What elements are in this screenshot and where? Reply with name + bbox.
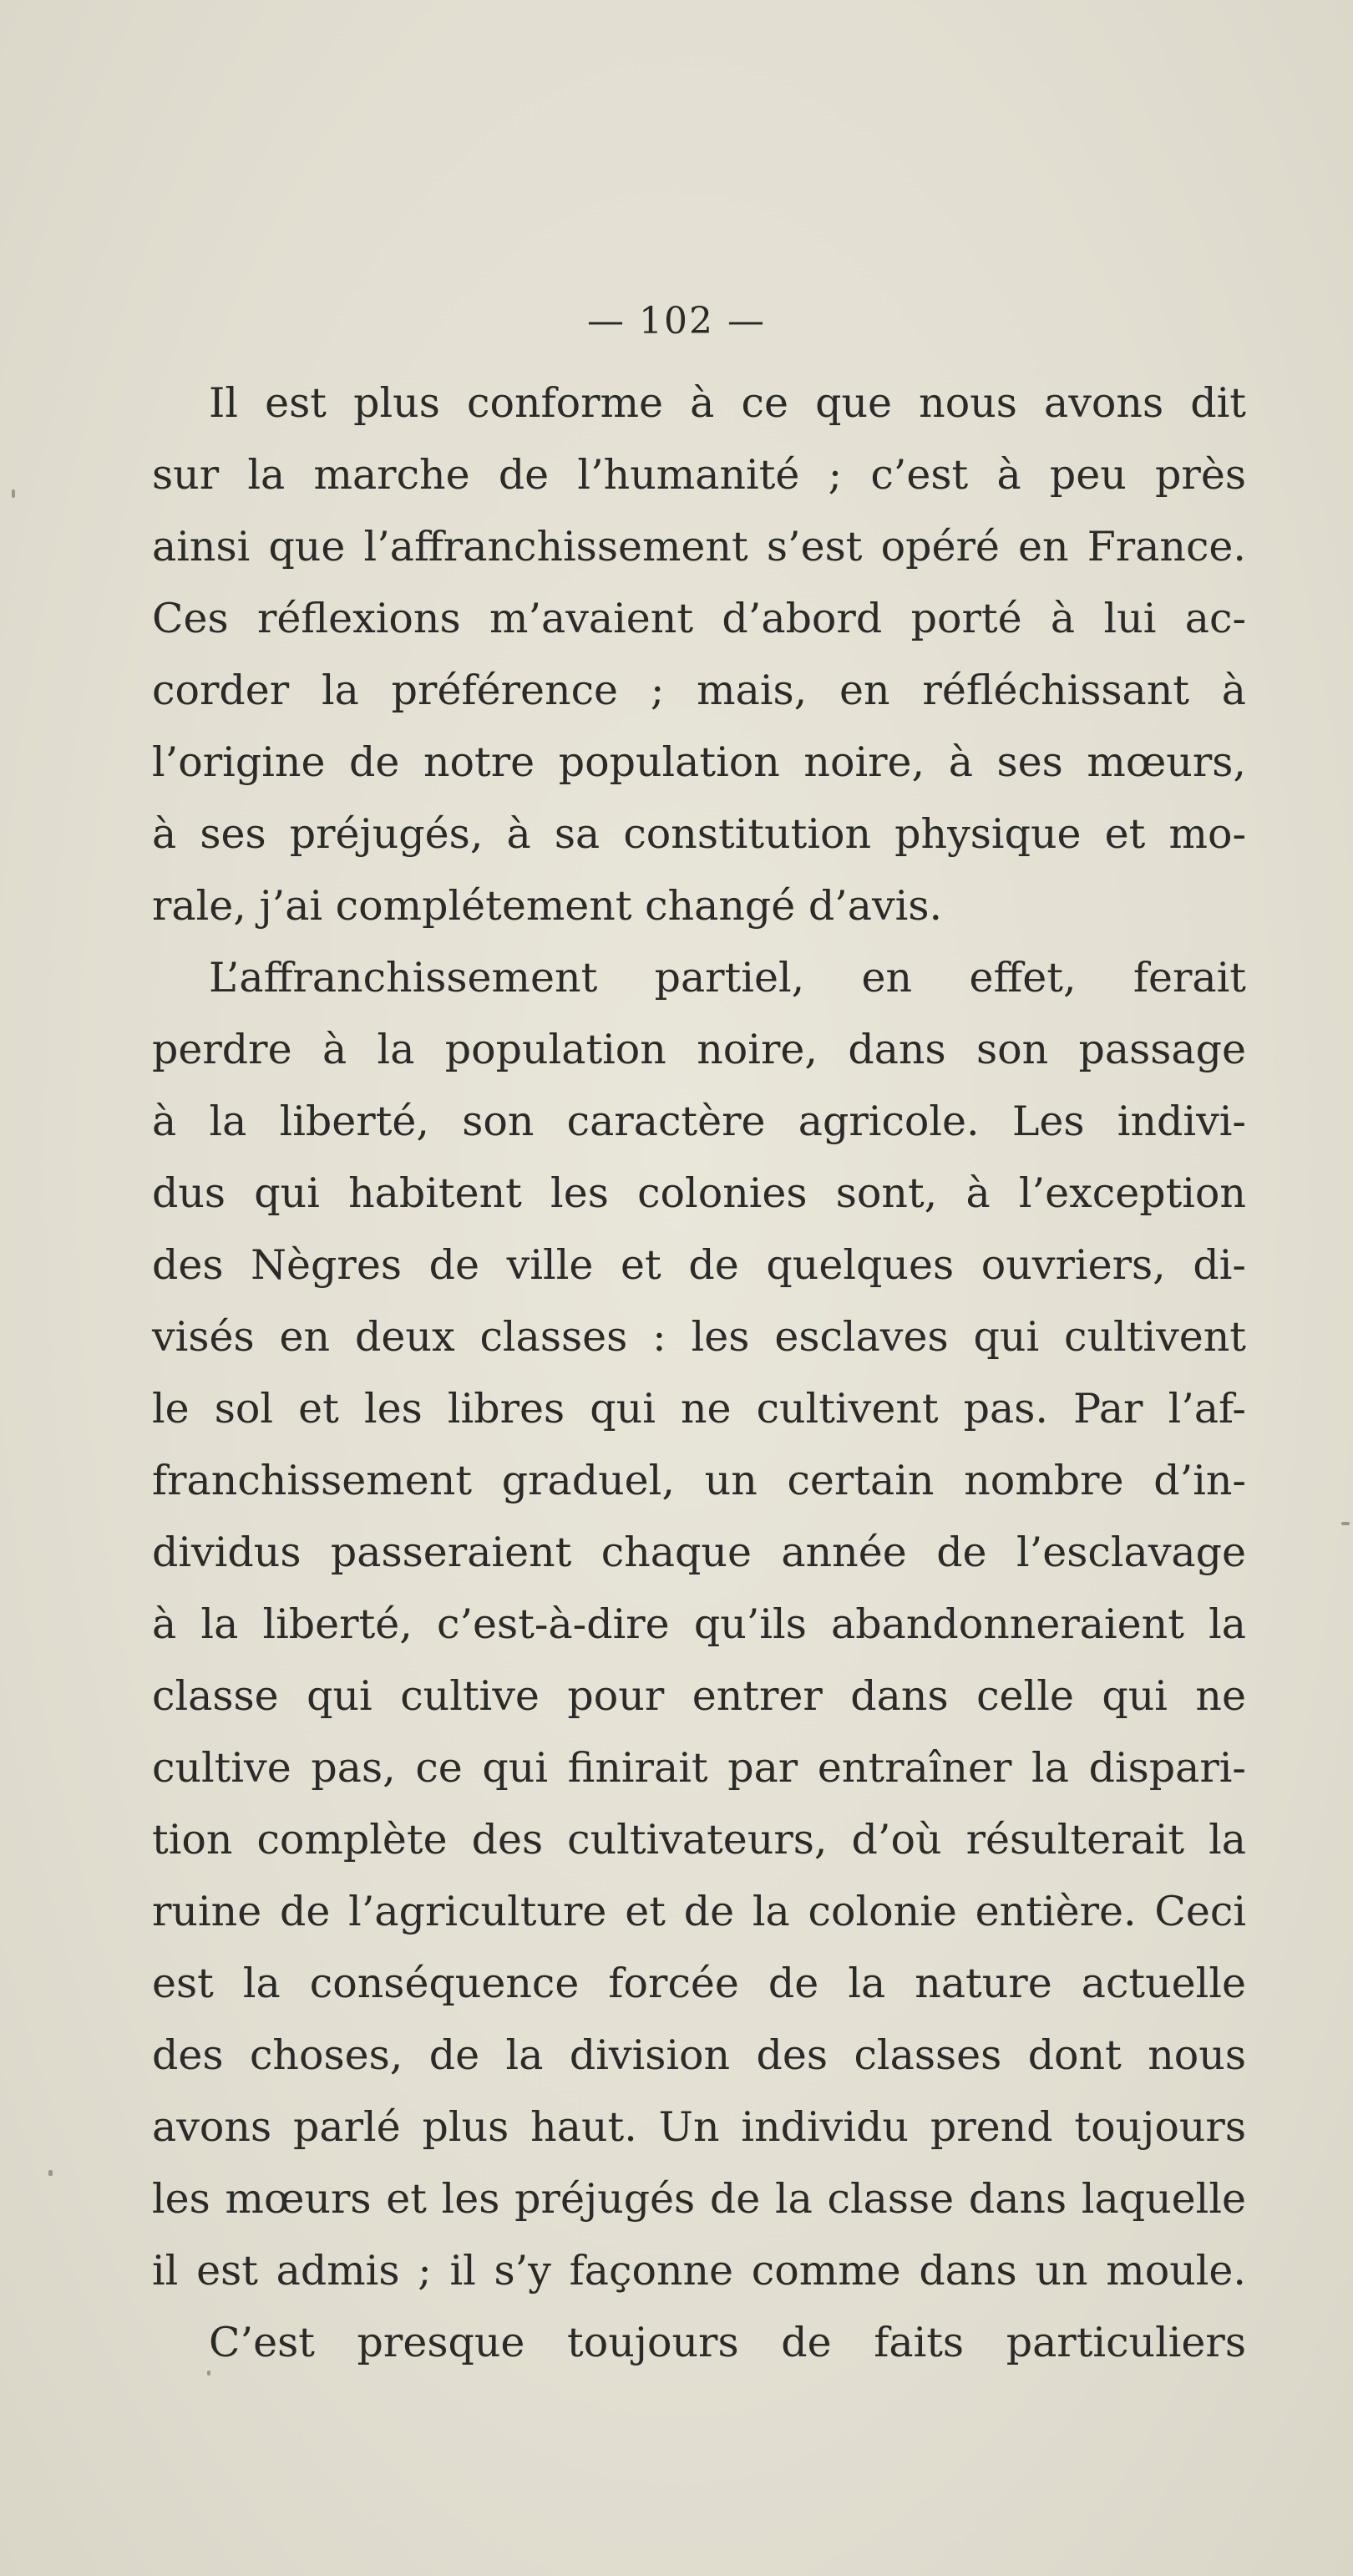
text-line: L’affranchissement partiel, en effet, ferait — [209, 954, 1246, 1001]
text-line: classe qui cultive pour entrer dans celle qui ne — [152, 1672, 1246, 1720]
text-line: ainsi que l’affranchissement s’est opéré en France. — [152, 523, 1246, 570]
paper-speck — [207, 2371, 210, 2376]
text-line: franchissement graduel, un certain nombre d’in- — [152, 1457, 1246, 1504]
text-line: à la liberté, c’est-à-dire qu’ils abandonneraient la — [152, 1600, 1246, 1648]
text-line: le sol et les libres qui ne cultivent pas. Par l’af- — [152, 1385, 1246, 1433]
text-line: Ces réflexions m’avaient d’abord porté à lui ac- — [152, 595, 1246, 642]
page-number: — 102 — — [587, 300, 766, 342]
text-line: C’est presque toujours de faits particuliers — [209, 2319, 1246, 2366]
text-line: des Nègres de ville et de quelques ouvriers, di- — [152, 1241, 1246, 1289]
text-line: sur la marche de l’humanité ; c’est à peu près — [152, 451, 1246, 499]
text-line: Il est plus conforme à ce que nous avons dit — [209, 379, 1246, 427]
text-line: tion complète des cultivateurs, d’où résulterait la — [152, 1816, 1246, 1864]
body-text — [152, 368, 1246, 2379]
text-line: perdre à la population noire, dans son passage — [152, 1026, 1246, 1073]
text-line: les mœurs et les préjugés de la classe dans laquelle — [152, 2175, 1246, 2223]
text-line: est la conséquence forcée de la nature actuelle — [152, 1960, 1246, 2007]
text-line: avons parlé plus haut. Un individu prend toujours — [152, 2103, 1246, 2151]
text-line: dus qui habitent les colonies sont, à l’exception — [152, 1169, 1246, 1217]
text-line: des choses, de la division des classes dont nous — [152, 2031, 1246, 2079]
text-line: cultive pas, ce qui finirait par entraîner la dispari- — [152, 1744, 1246, 1792]
text-line: ruine de l’agriculture et de la colonie entière. Ceci — [152, 1888, 1246, 1935]
paper-speck — [12, 489, 15, 498]
paper-speck — [48, 2170, 53, 2176]
text-line: dividus passeraient chaque année de l’esclavage — [152, 1529, 1246, 1576]
text-line: il est admis ; il s’y façonne comme dans un moule. — [152, 2247, 1246, 2295]
text-line: à la liberté, son caractère agricole. Les indivi- — [152, 1098, 1246, 1145]
paper-speck — [1341, 1522, 1350, 1525]
text-line: corder la préférence ; mais, en réfléchissant à — [152, 667, 1246, 714]
text-line: rale, j’ai complétement changé d’avis. — [152, 882, 943, 930]
text-line: l’origine de notre population noire, à ses mœurs, — [152, 738, 1246, 786]
text-line: visés en deux classes : les esclaves qui cultivent — [152, 1313, 1246, 1361]
text-line: à ses préjugés, à sa constitution physique et mo- — [152, 810, 1246, 858]
